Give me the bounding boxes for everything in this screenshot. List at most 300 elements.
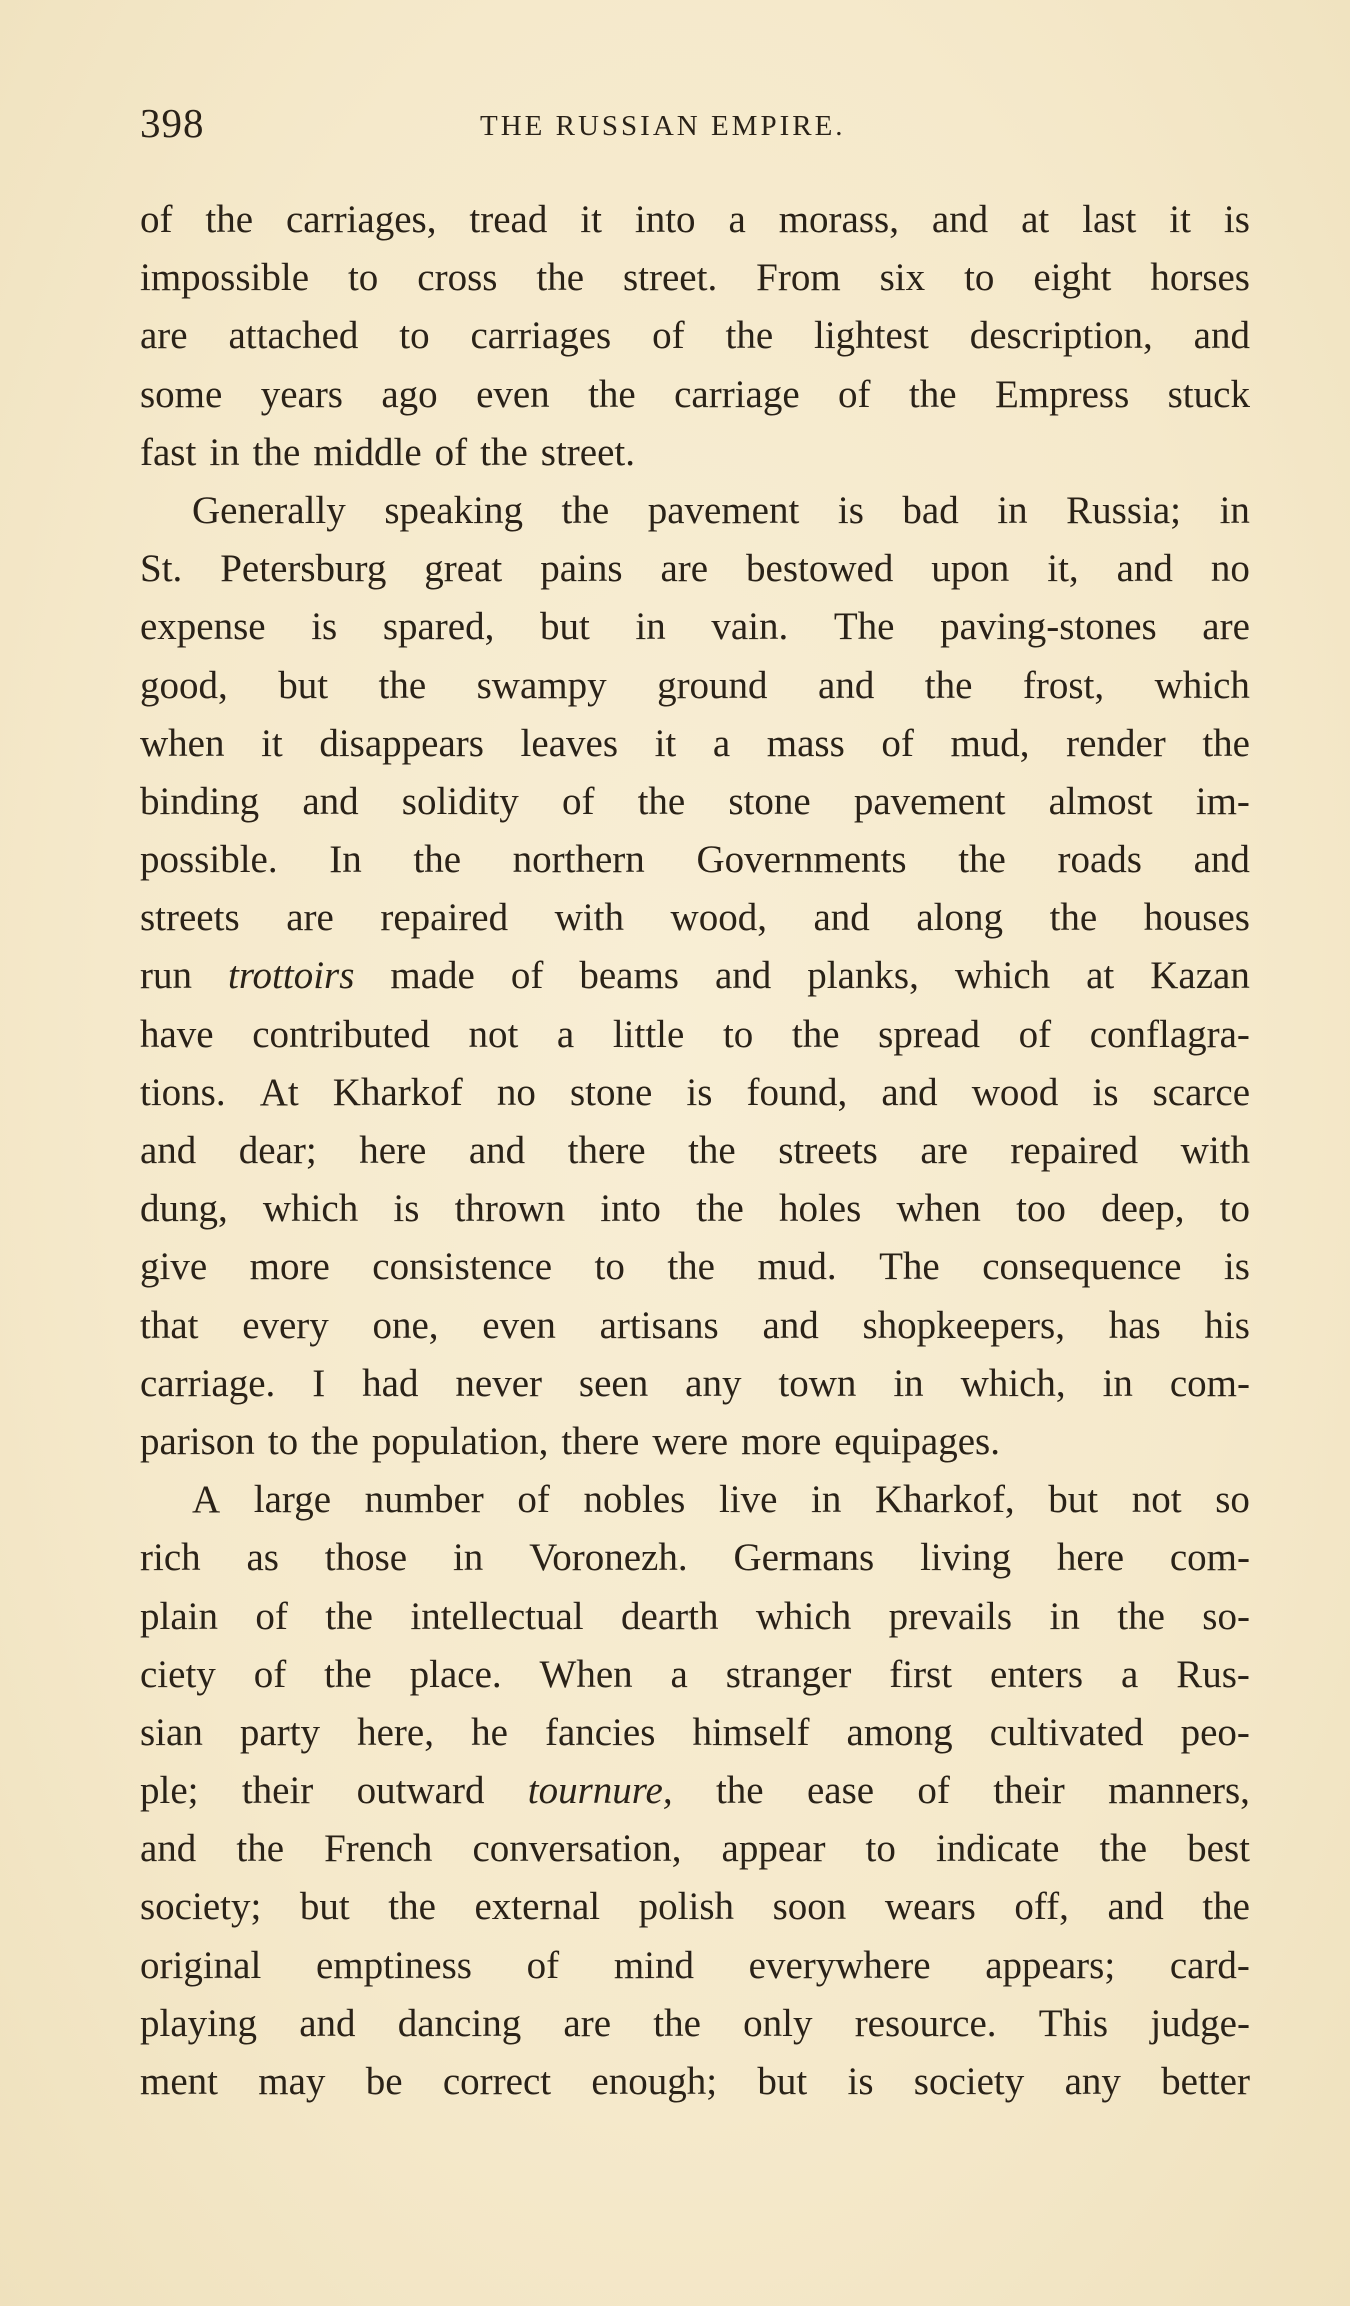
word: French [324,1827,433,1871]
word: equipages. [834,1419,1000,1463]
word: run [140,954,192,998]
word: with [554,896,624,940]
word: carriages, [286,198,437,241]
word: of [526,1943,560,1987]
word: not [468,1012,519,1056]
word: but [539,605,590,649]
text-line [140,1646,1250,1704]
word: com- [1169,1361,1250,1405]
page-number: 398 [140,100,205,146]
text-line [140,947,1250,1005]
word: a [556,1012,575,1056]
text-line [140,482,1250,540]
word: bad [902,488,959,532]
word: dung, [140,1187,228,1231]
word: sian [140,1710,203,1754]
text-line [140,2053,1250,2111]
word: holes [778,1187,862,1231]
text-line [140,1820,1250,1878]
word: stuck [1167,372,1250,416]
word: repaired [380,896,509,940]
word: great [424,547,503,591]
word: the [908,372,957,416]
word: houses [1143,896,1250,940]
word: the [252,430,301,474]
word: carriage [674,372,800,416]
word: too [1016,1187,1066,1231]
word: mud. [757,1245,837,1289]
word: his [1204,1303,1250,1347]
word: and [1107,1885,1164,1929]
word: original [140,1943,262,1987]
word: the [725,314,774,358]
word: mass [766,721,845,765]
word: playing [140,2001,257,2045]
word: it [261,721,283,765]
word: into [600,1187,661,1231]
word: himself [692,1710,810,1754]
word: the [1202,721,1250,765]
word: the [1117,1594,1165,1638]
word: he [471,1710,508,1754]
word: eight [1033,256,1112,300]
text-line [140,1180,1250,1238]
word: place. [409,1652,502,1696]
word: some [140,372,223,416]
word: almost [1048,779,1153,823]
word: upon [931,547,1010,591]
text-line [140,1238,1250,1296]
word: here, [357,1710,434,1754]
word: consistence [372,1245,553,1289]
word: to [267,1419,299,1463]
word: In [329,838,362,882]
word: is [311,605,338,649]
word: not [1131,1478,1182,1522]
word: and [762,1303,819,1347]
word: the [413,838,462,882]
word: better [1161,2060,1250,2103]
word: the [1099,1827,1148,1871]
word: to [722,1012,754,1056]
word: and [302,779,359,823]
word: Empress [994,372,1130,416]
word: bestowed [746,547,894,591]
word: here [1056,1536,1125,1580]
word: last [1082,198,1137,241]
word: attached [228,314,359,358]
word: of [881,721,914,765]
word: in [1219,488,1250,532]
word: more [741,1419,822,1463]
word: card- [1169,1943,1250,1987]
word: to [399,314,430,358]
word: in [1049,1594,1080,1638]
word: beams [579,954,679,998]
word: are [1202,605,1250,649]
word: seen [578,1361,649,1405]
word: nobles [583,1478,686,1522]
word: to [347,256,379,300]
word: but [278,663,329,707]
word: street. [622,256,718,300]
text-line [140,1704,1250,1762]
word: is [393,1187,420,1231]
word: are [286,896,334,940]
text-line [140,1878,1250,1936]
word: their [993,1769,1065,1813]
word: the [791,1012,840,1056]
word: every [242,1303,329,1347]
word: never [455,1361,542,1405]
word: so [1215,1478,1250,1522]
word: middle [313,430,422,474]
word: correct [442,2060,552,2103]
word: emptiness [315,1943,472,1987]
word: stone [569,1070,653,1114]
word: external [474,1885,601,1929]
word: streets [140,896,240,940]
word: the [388,1885,436,1929]
text-line [140,1122,1250,1180]
word: no [1210,547,1250,591]
word: leaves [520,721,618,765]
word: Rus- [1176,1652,1250,1696]
word: rich [140,1536,201,1580]
word: and [818,663,875,707]
word: horses [1150,256,1250,300]
text-line [140,540,1250,598]
word: peo- [1180,1710,1250,1754]
word: enters [989,1652,1084,1696]
word: pains [540,547,623,591]
word: of [652,314,685,358]
word: Petersburg [220,547,387,591]
word: morass, [778,198,899,241]
word: at [1021,198,1050,241]
word: living [920,1536,1012,1580]
word: into [634,198,696,241]
text-line [140,1297,1250,1355]
text-line [140,889,1250,947]
word: of [517,1478,550,1522]
word: cross [417,256,498,300]
word: in [452,1536,484,1580]
word: but [299,1885,350,1929]
word: expense [140,605,266,649]
word: and [468,1129,526,1172]
word: are [563,2001,612,2045]
word: consequence [982,1245,1182,1289]
word: are [140,314,188,358]
word: it [654,721,677,765]
word: had [362,1361,419,1405]
text-line [140,191,1250,249]
word: give [140,1245,208,1289]
word: first [889,1652,953,1696]
word: wood, [670,896,767,940]
word: fast [140,430,197,474]
word: the [958,838,1006,882]
text-line [140,773,1250,831]
word: only [743,2001,813,2045]
word: the [325,1594,373,1638]
word: in [811,1478,842,1522]
word: render [1066,721,1166,765]
word: speaking [384,488,523,532]
word: to [594,1245,625,1289]
word: is [837,488,864,532]
word: Governments [696,838,907,882]
word: of [917,1769,950,1813]
word: St. [140,547,183,591]
word: and [1116,547,1173,591]
word: any [685,1361,742,1405]
word: stone [728,779,811,823]
text-line [140,1064,1250,1122]
word: im- [1195,779,1250,823]
word: of [255,1594,288,1638]
word: description, [969,314,1153,358]
word: carriages [470,314,612,358]
word: spread [878,1012,980,1056]
word: good, [140,663,228,707]
word: ple; [140,1769,199,1813]
word: Germans [733,1536,875,1580]
word: the [324,1652,372,1696]
word: The [833,605,895,649]
text-line [140,424,1250,482]
word: of [434,430,468,474]
word: enough; [591,2060,718,2103]
word: dearth [621,1594,719,1638]
text-line [140,1355,1250,1413]
word: in [1102,1361,1133,1405]
word: appears; [985,1943,1116,1987]
word: com- [1169,1536,1250,1580]
text-line [140,1471,1250,1529]
word: Kharkof, [874,1478,1015,1522]
word: the [480,430,528,474]
word: in [997,488,1028,532]
word: tions. [140,1070,226,1114]
word: From [756,256,841,300]
word: streets [778,1129,878,1172]
word: is [847,2060,874,2103]
word: mind [613,1943,694,1987]
word: stranger [725,1652,852,1696]
word: along [916,896,1004,940]
word: has [1108,1303,1161,1347]
text-line [140,1937,1250,1995]
word: to [1219,1187,1250,1231]
word: society; [140,1885,262,1929]
word: and [1193,314,1250,358]
word: large [253,1478,332,1522]
word: swampy [476,663,607,707]
word: scarce [1152,1070,1250,1114]
word: the [715,1769,764,1813]
text-line [140,249,1250,307]
word: in [893,1361,924,1405]
word: judge- [1150,2001,1250,2045]
word: the [1202,1885,1250,1929]
word: when [140,721,225,765]
word: the [696,1187,744,1231]
word: but [757,2060,808,2103]
word: of [140,198,173,241]
word: to [865,1827,896,1871]
word: frost, [1022,663,1105,707]
word: tournure, [527,1769,673,1813]
word: indicate [935,1827,1060,1871]
word: conversation, [472,1827,682,1871]
word: polish [638,1885,735,1929]
text-line [140,831,1250,889]
word: and [1193,838,1250,882]
word: here [359,1129,427,1172]
word: Kazan [1150,954,1250,998]
word: even [476,372,550,416]
word: a [670,1652,688,1696]
word: to [964,256,995,300]
word: deep, [1101,1187,1185,1231]
word: repaired [1010,1129,1139,1172]
word: carriage. [140,1361,276,1405]
word: it [1169,198,1191,241]
word: have [140,1012,214,1056]
word: is [1223,1245,1250,1289]
word: and [931,198,989,241]
running-title: THE RUSSIAN EMPIRE. [480,110,846,142]
text-line [140,598,1250,656]
word: as [246,1536,279,1580]
text-line [140,1413,1250,1471]
word: the [653,2001,701,2045]
word: the [667,1245,715,1289]
word: soon [772,1885,847,1929]
word: the [637,779,686,823]
word: it [580,198,602,241]
word: it, [1047,547,1079,591]
word: ease [806,1769,875,1813]
word: which [755,1594,852,1638]
word: there [561,1419,640,1463]
word: off, [1014,1885,1069,1929]
word: little [612,1012,685,1056]
word: Generally [192,488,346,532]
word: and [140,1827,197,1871]
text-line [140,1529,1250,1587]
word: of [561,779,595,823]
word: spared, [382,605,495,649]
word: a [728,198,746,241]
word: ago [381,372,438,416]
word: thrown [454,1187,566,1231]
text-line [140,307,1250,365]
word: even [482,1303,556,1347]
word: town [778,1361,857,1405]
word: outward [356,1769,485,1813]
word: that [140,1303,199,1347]
word: the [1049,896,1098,940]
word: artisans [599,1303,719,1347]
word: appear [721,1827,826,1871]
word: the [588,372,636,416]
word: contributed [252,1012,430,1056]
word: solidity [401,779,519,823]
word: This [1038,2001,1109,2045]
word: conflagra- [1089,1012,1250,1056]
word: their [241,1769,314,1813]
word: shopkeepers, [862,1303,1065,1347]
word: trottoirs [227,954,355,998]
text-line [140,1588,1250,1646]
text-line [140,657,1250,715]
word: Voronezh. [529,1536,688,1580]
word: number [364,1478,484,1522]
word: street. [540,430,636,474]
word: six [879,256,926,300]
word: cultivated [989,1710,1144,1754]
word: northern [512,838,645,882]
word: manners, [1108,1769,1250,1813]
word: the [311,1419,359,1463]
word: planks, [807,954,919,998]
word: Kharkof [332,1070,463,1114]
word: which [262,1187,359,1231]
word: paving-stones [940,605,1157,649]
word: with [1180,1129,1250,1172]
word: party [239,1710,321,1754]
word: the [924,663,973,707]
word: the [561,488,610,532]
word: and [299,2001,356,2045]
word: the [536,256,585,300]
word: so- [1202,1594,1250,1638]
word: in [635,605,666,649]
word: wood [971,1070,1059,1114]
text-line [140,1762,1250,1820]
word: but [1048,1478,1099,1522]
word: dancing [397,2001,522,2045]
word: population, [371,1419,549,1463]
word: binding [140,779,260,823]
word: parison [140,1419,255,1463]
running-head [140,98,1250,148]
word: the [236,1827,285,1871]
word: years [260,372,343,416]
word: those [324,1536,408,1580]
word: there [567,1129,646,1172]
text-line [140,715,1250,773]
word: a [712,721,731,765]
word: be [365,2060,403,2103]
word: one, [372,1303,439,1347]
word: mud, [950,721,1030,765]
word: possible. [140,838,278,882]
word: A [192,1478,221,1522]
word: dear; [238,1129,317,1172]
body-text [140,191,1250,2111]
word: made [390,954,475,998]
word: which [1154,663,1250,707]
word: ment [140,2060,218,2103]
word: pavement [647,488,800,532]
word: a [1120,1652,1139,1696]
word: vain. [711,605,789,649]
word: impossible [140,256,310,300]
